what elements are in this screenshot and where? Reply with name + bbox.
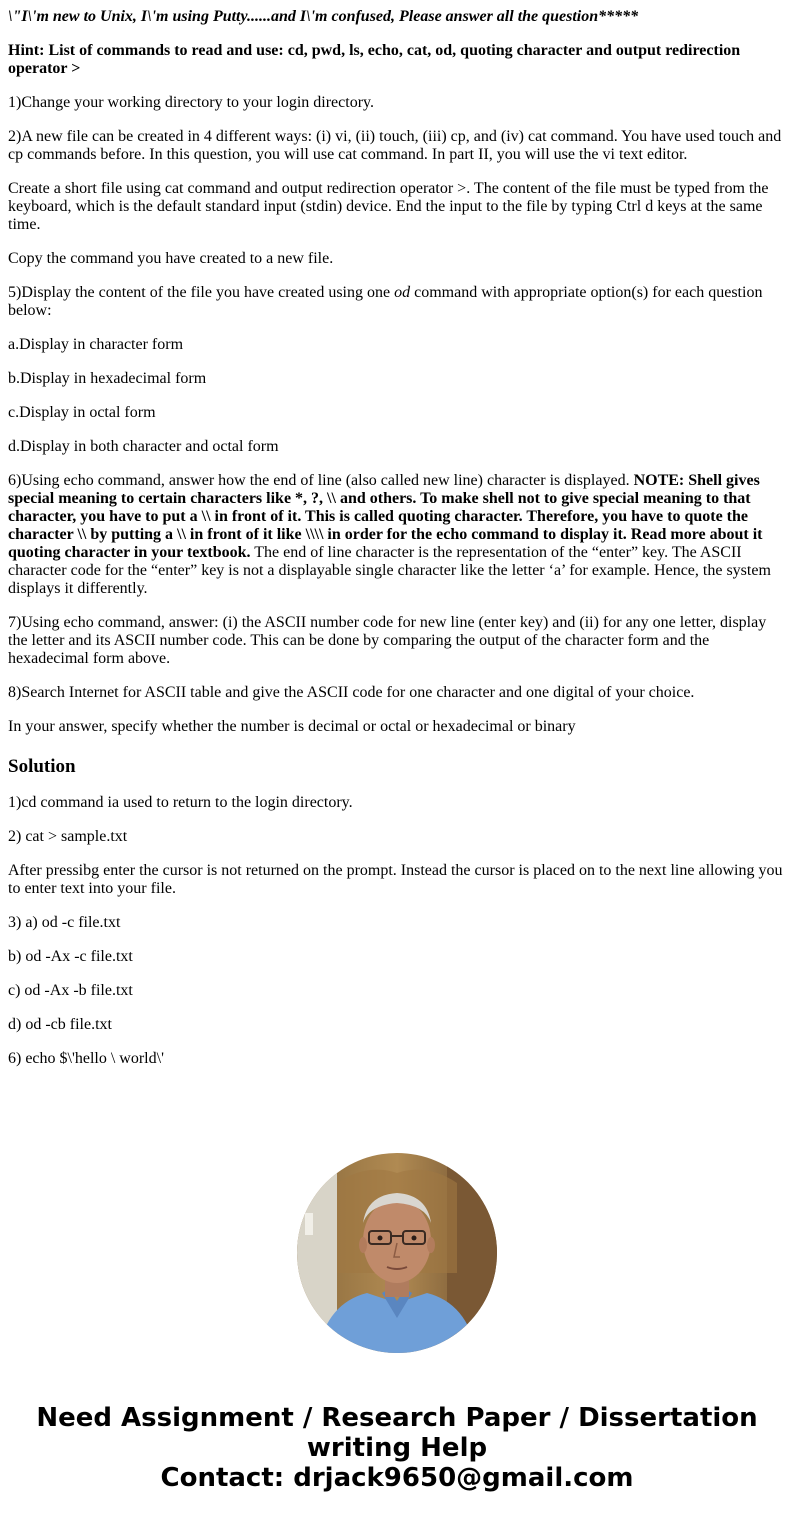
question-5a: a.Display in character form [8,336,184,353]
question-1: 1)Change your working directory to your login directory. [8,94,374,111]
question-8-detail: In your answer, specify whether the number is decimal or octal or hexadecimal or binary [8,718,576,735]
solution-3b: b) od -Ax -c file.txt [8,948,133,965]
promo-banner [0,1403,794,1493]
question-5-text-a: 5)Display the content of the file you have created using one [8,284,395,301]
hint-paragraph: Hint: List of commands to read and use: cd, pwd, ls, echo, cat, od, quoting character and output redirection operator > [8,42,741,77]
question-5b: b.Display in hexadecimal form [8,370,207,387]
solution-3c: c) od -Ax -b file.txt [8,982,133,999]
solution-2: 2) cat > sample.txt [8,828,128,845]
question-5-text-b: command with appropriate option(s) for each question below: [8,284,763,319]
question-6-note: NOTE: Shell gives special meaning to certain characters like *, ?, \\ and others. To make shell not to give special meaning to that character, you have to put a \\ in front of it. This is called quoting character. Therefore, you have to quote the character \\ by putting a \\ in front of it like \\\\ in order for the echo command to display it. Read more about it quoting character in your textbook. [8,472,763,561]
question-6-rest: The end of line character is the representation of the “enter” key. The ASCII character code for the “enter” key is not a displayable single character like the letter ‘a’ for example. Hence, the system displays it differently. [8,544,771,597]
promo-line-1: Need Assignment / Research Paper / Dissertation [36,1403,758,1433]
author-avatar [297,1153,497,1353]
question-2-copy: Copy the command you have created to a new file. [8,250,334,267]
solution-heading: Solution [8,756,76,777]
promo-line-2: writing Help [306,1433,488,1463]
promo-contact: Contact: drjack9650@gmail.com [160,1463,634,1493]
question-5d: d.Display in both character and octal form [8,438,279,455]
solution-1: 1)cd command ia used to return to the login directory. [8,794,353,811]
question-5c: c.Display in octal form [8,404,156,421]
solution-2-detail: After pressibg enter the cursor is not returned on the prompt. Instead the cursor is placed on to the next line allowing you to enter text into your file. [8,862,783,897]
question-6 [8,472,786,598]
question-5 [8,284,786,320]
question-6-intro: 6)Using echo command, answer how the end of line (also called new line) character is displayed. [8,472,634,489]
solution-6: 6) echo $\'hello \ world\' [8,1050,164,1067]
question-8: 8)Search Internet for ASCII table and give the ASCII code for one character and one digital of your choice. [8,684,695,701]
question-7: 7)Using echo command, answer: (i) the ASCII number code for new line (enter key) and (ii) for any one letter, display the letter and its ASCII number code. This can be done by comparing the output of the character form and the hexadecimal form above. [8,614,767,667]
solution-3d: d) od -cb file.txt [8,1016,112,1033]
question-title: \"I\'m new to Unix, I\'m using Putty......and I\'m confused, Please answer all the question***** [8,8,639,25]
solution-3a: 3) a) od -c file.txt [8,914,121,931]
author-portrait-image [297,1153,497,1353]
question-2: 2)A new file can be created in 4 different ways: (i) vi, (ii) touch, (iii) cp, and (iv) cat command. You have used touch and cp commands before. In this question, you will use cat command. In part II, you will use the vi text editor. [8,128,782,163]
question-5-command: od [394,284,411,301]
question-2-detail: Create a short file using cat command and output redirection operator >. The content of the file must be typed from the keyboard, which is the default standard input (stdin) device. End the input to the file by typing Ctrl d keys at the same time. [8,180,769,233]
